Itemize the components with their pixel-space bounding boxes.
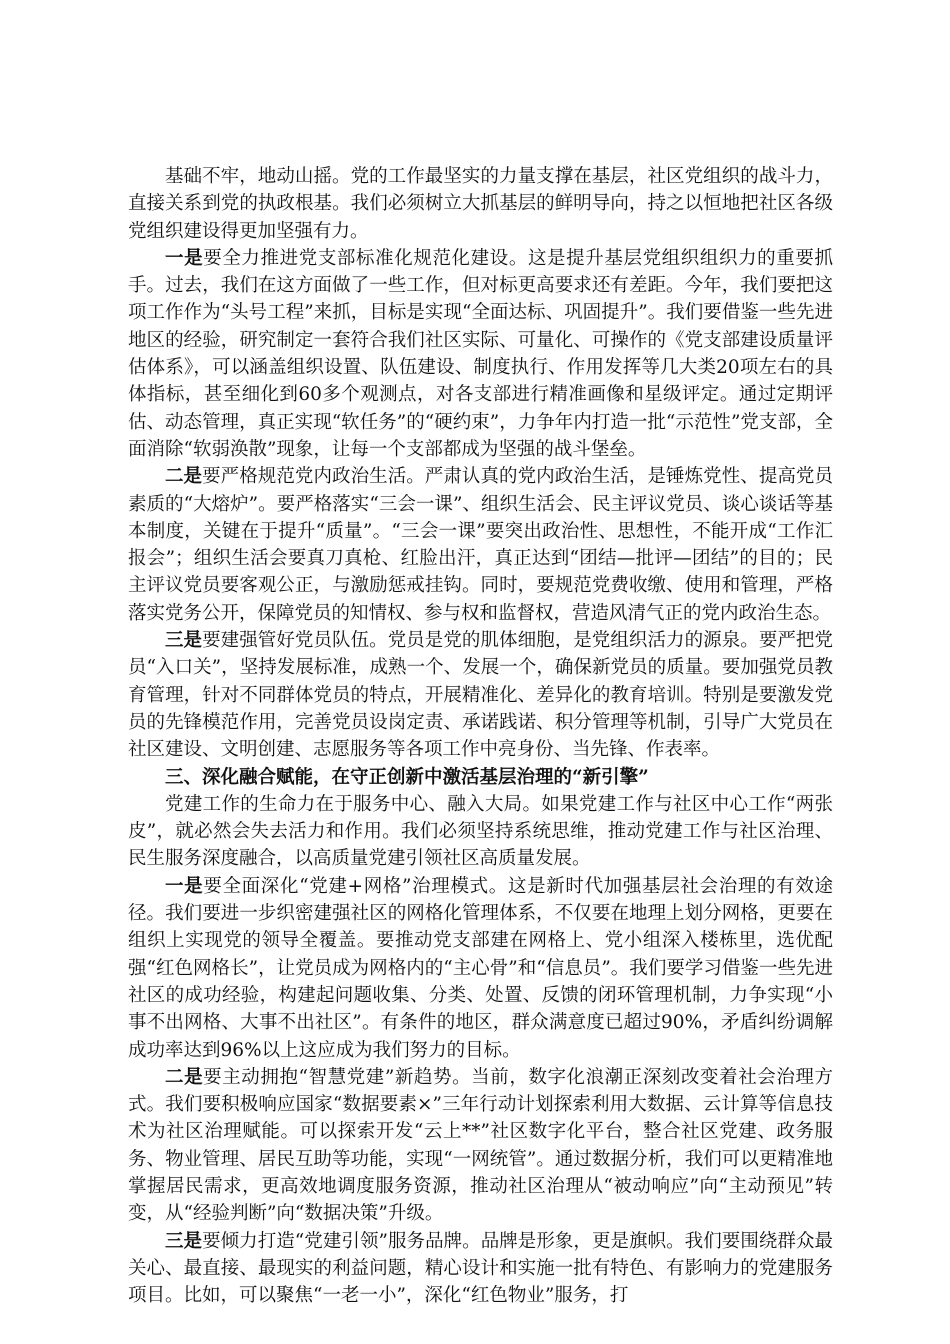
paragraph-point-one-grid-governance <box>128 873 833 1064</box>
paragraph-text: 党建工作的生命力在于服务中心、融入大局。如果党建工作与社区中心工作“两张皮”，就必然会失去活力和作用。我们必须坚持系统思维，推动党建工作与社区治理、民生服务深度融合，以高质量党建引领社区高质量发展。 <box>128 793 833 870</box>
paragraph-text: 要主动拥抱“智慧党建”新趋势。当前，数字化浪潮正深刻改变着社会治理方式。我们要积极响应国家“数据要素×”三年行动计划探索利用大数据、云计算等信息技术为社区治理赋能。可以探索开发“云上**”社区数字化平台，整合社区党建、政务服务、物业管理、居民互助等功能，实现“一网统管”。通过数据分析，我们可以更精准地掌握居民需求，更高效地调度服务资源，推动社区治理从“被动响应”向“主动预见”转变，从“经验判断”向“数据决策”升级。 <box>128 1066 833 1225</box>
paragraph-text: 要倾力打造“党建引领”服务品牌。品牌是形象，更是旗帜。我们要围绕群众最关心、最直接、最现实的利益问题，精心设计和实施一批有特色、有影响力的党建服务项目。比如，可以聚焦“一老一小”，深化“红色物业”服务，打 <box>128 1230 833 1307</box>
paragraph-lead: 一是 <box>165 247 204 269</box>
paragraph-text: 基础不牢，地动山摇。党的工作最坚实的力量支撑在基层，社区党组织的战斗力，直接关系到党的执政根基。我们必须树立大抓基层的鲜明导向，持之以恒地把社区各级党组织建设得更加坚强有力。 <box>128 166 833 242</box>
paragraph-point-three-member-team <box>128 627 833 763</box>
paragraph-point-two-smart-party-building <box>128 1064 833 1228</box>
paragraph-lead: 三是 <box>165 630 203 652</box>
section-heading: 三、深化融合赋能，在守正创新中激活基层治理的“新引擎” <box>165 766 649 788</box>
paragraph-point-one-branch-standardization <box>128 245 833 463</box>
paragraph-lead: 二是 <box>165 466 203 488</box>
paragraph-section-intro <box>128 791 833 873</box>
paragraph-lead: 三是 <box>165 1230 203 1252</box>
paragraph-lead: 一是 <box>165 875 204 897</box>
paragraph-point-two-political-life <box>128 463 833 627</box>
document-body <box>128 163 833 1309</box>
paragraph-intro <box>128 163 833 245</box>
paragraph-text: 要全力推进党支部标准化规范化建设。这是提升基层党组织组织力的重要抓手。过去，我们在这方面做了一些工作，但对标更高要求还有差距。今年，我们要把这项工作作为“头号工程”来抓，目标是实现“全面达标、巩固提升”。我们要借鉴一些先进地区的经验，研究制定一套符合我们社区实际、可量化、可操作的《党支部建设质量评估体系》，可以涵盖组织设置、队伍建设、制度执行、作用发挥等几大类20项左右的具体指标，甚至细化到60多个观测点，对各支部进行精准画像和星级评定。通过定期评估、动态管理，真正实现“软任务”的“硬约束”，力争年内打造一批“示范性”党支部，全面消除“软弱涣散”现象，让每一个支部都成为坚强的战斗堡垒。 <box>128 247 833 460</box>
paragraph-point-three-service-brand <box>128 1228 833 1310</box>
paragraph-lead: 二是 <box>165 1066 204 1088</box>
paragraph-text: 要全面深化“党建+网格”治理模式。这是新时代加强基层社会治理的有效途径。我们要进一步织密建强社区的网格化管理体系，不仅要在地理上划分网格，更要在组织上实现党的领导全覆盖。要推动党支部建在网格上、党小组深入楼栋里，选优配强“红色网格长”，让党员成为网格内的“主心骨”和“信息员”。我们要学习借鉴一些先进社区的成功经验，构建起问题收集、分类、处置、反馈的闭环管理机制，力争实现“小事不出网格、大事不出社区”。有条件的地区，群众满意度已超过90%，矛盾纠纷调解成功率达到96%以上这应成为我们努力的目标。 <box>128 875 833 1061</box>
paragraph-text: 要严格规范党内政治生活。严肃认真的党内政治生活，是锤炼党性、提高党员素质的“大熔炉”。要严格落实“三会一课”、组织生活会、民主评议党员、谈心谈话等基本制度，关键在于提升“质量”。“三会一课”要突出政治性、思想性，不能开成“工作汇报会”；组织生活会要真刀真枪、红脸出汗，真正达到“团结—批评—团结”的目的；民主评议党员要客观公正，与激励惩戒挂钩。同时，要规范党费收缴、使用和管理，严格落实党务公开，保障党员的知情权、参与权和监督权，营造风清气正的党内政治生态。 <box>128 466 833 624</box>
paragraph-text: 要建强管好党员队伍。党员是党的肌体细胞，是党组织活力的源泉。要严把党员“入口关”，坚持发展标准，成熟一个、发展一个，确保新党员的质量。要加强党员教育管理，针对不同群体党员的特点，开展精准化、差异化的教育培训。特别是要激发党员的先锋模范作用，完善党员设岗定责、承诺践诺、积分管理等机制，引导广大党员在社区建设、文明创建、志愿服务等各项工作中亮身份、当先锋、作表率。 <box>128 630 833 761</box>
